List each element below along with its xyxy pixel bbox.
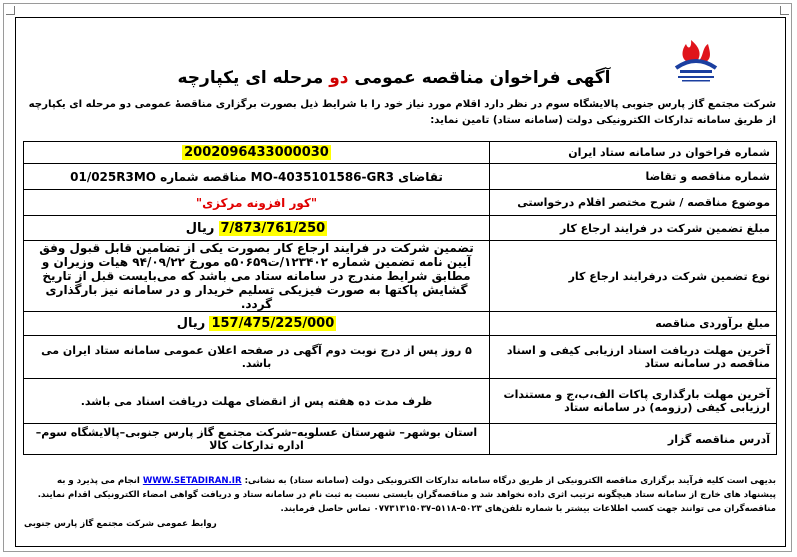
estimated-unit: ریال [176,316,206,331]
setadiran-link[interactable]: WWW.SETADIRAN.IR [142,476,242,486]
label-announcement-number: شماره فراخوان در سامانه ستاد ایران [490,142,777,164]
tenderer-address: استان بوشهر– شهرستان عسلویه–شرکت مجتمع گاز پارس جنوبی–پالایشگاه سوم–اداره تدارکات کالا [24,424,490,455]
label-upload-deadline: آخرین مهلت بارگذاری پاکات الف،ب،ج و مستندات ارزیابی کیفی (رزومه) در سامانه ستاد [490,379,777,424]
upload-deadline: ظرف مدت ده هفته پس از انقضای مهلت دریافت اسناد می باشد. [24,379,490,424]
tender-number: تقاضای MO-4035101586-GR3 مناقصه شماره 01/025R3MO [24,164,490,190]
label-tender-number: شماره مناقصه و تقاضا [490,164,777,190]
table-row [24,216,777,241]
estimated-amount: 157/475/225/000 [211,316,335,331]
company-logo-icon [668,32,724,84]
page-title [154,68,634,88]
label-subject: موضوع مناقصه / شرح مختصر اقلام درخواستی [490,190,777,216]
footer-notes [28,474,776,516]
table-row [24,142,777,164]
table-row [24,379,777,424]
table-row [24,312,777,336]
corner-mark-left [6,6,15,15]
corner-mark-right [780,6,789,15]
signature: روابط عمومی شرکت مجتمع گاز پارس جنوبی [24,519,217,529]
label-address: آدرس مناقصه گزار [490,424,777,455]
label-guarantee-amount: مبلغ تضمین شرکت در فرایند ارجاع کار [490,216,777,241]
tender-info-table [23,141,777,455]
title-part1: آگهی فراخوان مناقصه عمومی [354,68,611,88]
docs-deadline: ۵ روز پس از درج نوبت دوم آگهی در صفحه اعلان عمومی سامانه ستاد ایران می باشد. [24,336,490,379]
table-row [24,424,777,455]
guarantee-type: تضمین شرکت در فرایند ارجاع کار بصورت یکی از تضامین قابل قبول وفق آیین نامه تضمین شماره ۱۲۳۴۰۲/ت۵۰۶۵۹ه مورخ ۹۴/۰۹/۲۲ هیات وزیران و مطابق شرایط مندرج در سامانه ستاد می باشد که می‌بایست قبل از تاریخ گشایش پاکتها به صورت فیزیکی تسلیم خریدار و در سامانه نیز بارگذاری گردد. [24,241,490,312]
guarantee-unit: ریال [185,220,215,236]
label-docs-deadline: آخرین مهلت دریافت اسناد ارزیابی کیفی و اسناد مناقصه در سامانه ستاد [490,336,777,379]
footer-text-3: مناقصه‌گران می توانند جهت کسب اطلاعات بیشتر با شماره تلفن‌های ۵۰۲۳–۵۱۱۸–۰۷۷۳۱۳۱۵۰۳۷ تماس حاصل فرمایند. [280,504,776,514]
table-row [24,164,777,190]
table-row [24,336,777,379]
table-row [24,190,777,216]
footer-text-1: بدیهی است کلیه فرآیند برگزاری مناقصه الکترونیکی از طریق درگاه سامانه تدارکات الکترونیکی دولت (سامانه ستاد) به نشانی: [244,476,776,486]
label-guarantee-type: نوع تضمین شرکت درفرایند ارجاع کار [490,241,777,312]
title-part2: مرحله ای یکپارچه [177,68,324,88]
announcement-number: 2002096433000030 [184,145,329,160]
footer-text-2: انجام می پذیرد و به پیشنهاد های خارج از سامانه ستاد هیچگونه ترتیب اثری داده نخواهد شد و مناقصه‌گران بایستی نسبت به ثبت نام در سامانه ستاد و دریافت گواهی امضاء الکترونیکی اقدام نمایند. [37,476,776,500]
label-estimated-amount: مبلغ برآوردی مناقصه [490,312,777,336]
guarantee-amount: 7/873/761/250 [220,220,326,236]
title-red-word: دو [329,68,349,88]
intro-paragraph: شرکت مجتمع گاز پارس جنوبی پالایشگاه سوم در نظر دارد اقلام مورد نیاز خود را با شرایط ذیل بصورت برگزاری مناقصهٔ عمومی دو مرحله ای یکپارچه از طریق سامانه تدارکات الکترونیکی دولت (سامانه ستاد) تامین نماید: [28,99,776,126]
document-page [3,3,792,552]
table-row [24,241,777,312]
tender-subject: "کور افزونه مرکزی" [24,190,490,216]
